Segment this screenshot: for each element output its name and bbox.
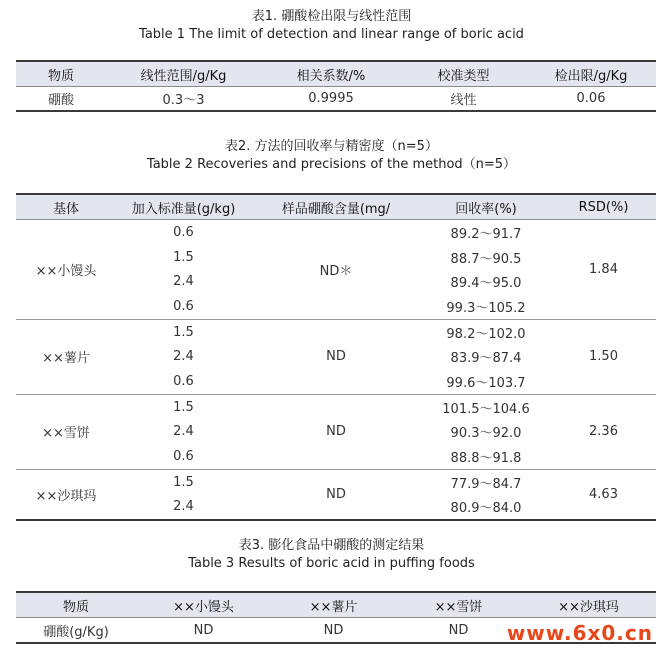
table2-caption-zh: 表2. 方法的回收率与精密度（n=5） (225, 139, 438, 154)
table-cell: 90.3～92.0 (450, 426, 522, 442)
table-row (16, 220, 656, 245)
table-cell: 89.4～95.0 (450, 276, 522, 292)
table1-caption (0, 8, 663, 44)
matrix-cell: ××薯片 (16, 319, 116, 394)
table3-header: ××小馒头 (136, 592, 271, 618)
table2-header: 回收率(%) (421, 194, 551, 220)
table3-caption-en: Table 3 Results of boric acid in puffing foods (188, 556, 475, 571)
table-cell: 0.3～3 (162, 93, 205, 108)
table2-header: 加入标准量(g/kg) (116, 194, 251, 220)
rsd-cell: 4.63 (551, 469, 656, 520)
table-cell: 2.4 (173, 349, 194, 365)
table1-header: 相关系数/% (261, 61, 401, 87)
table-cell: 2.4 (173, 274, 194, 290)
table1-header-row (16, 61, 656, 87)
table3-caption-zh: 表3. 膨化食品中硼酸的测定结果 (238, 538, 425, 553)
table2-header: RSD(%) (551, 194, 656, 220)
table2-caption-en: Table 2 Recoveries and precisions of the method（n=5） (146, 157, 517, 172)
table-cell: 1.5 (173, 324, 194, 340)
table-cell: ND (193, 622, 214, 638)
table-cell: 83.9～87.4 (450, 351, 522, 367)
table-row (16, 469, 656, 494)
content-cell: ND (251, 469, 421, 520)
table1-header: 校准类型 (401, 61, 526, 87)
table-cell: 88.8～91.8 (421, 444, 551, 469)
table-row (16, 87, 656, 112)
table-cell: 硼酸 (47, 93, 74, 108)
table-cell: 1.5 (173, 249, 194, 265)
table1-header: 检出限/g/Kg (526, 61, 656, 87)
table-cell: 99.6～103.7 (421, 369, 551, 394)
table2-header: 基体 (16, 194, 116, 220)
table-cell: 89.2～91.7 (450, 226, 522, 242)
table1 (16, 60, 656, 112)
table-cell: 77.9～84.7 (450, 476, 522, 492)
table2-header-row (16, 194, 656, 220)
table-cell: 0.06 (576, 91, 606, 106)
table-cell: ND (448, 622, 469, 638)
table-cell: 0.6 (116, 294, 251, 319)
rsd-cell: 1.84 (551, 220, 656, 320)
table-cell: 线性 (450, 93, 477, 108)
table1-header: 线性范围/g/Kg (106, 61, 261, 87)
table-cell: 101.5～104.6 (442, 401, 530, 417)
table-cell: 2.4 (116, 495, 251, 521)
matrix-cell: ××小馒头 (16, 220, 116, 320)
matrix-cell: ××沙琪玛 (16, 469, 116, 520)
matrix-cell: ××雪饼 (16, 394, 116, 469)
content-cell: ND (251, 319, 421, 394)
table-cell: 硼酸(g/Kg) (43, 624, 109, 640)
table-cell: 88.7～90.5 (450, 251, 522, 267)
table3-caption (0, 537, 663, 573)
table-row (16, 394, 656, 419)
table2-header: 样品硼酸含量(mg/ (251, 194, 421, 220)
content-cell: ND＊ (251, 220, 421, 320)
table-cell: 0.6 (116, 444, 251, 469)
table-cell: ND (323, 622, 344, 638)
table1-header: 物质 (16, 61, 106, 87)
rsd-cell: 2.36 (551, 394, 656, 469)
table-cell: 2.4 (173, 424, 194, 440)
table3-header: ××薯片 (271, 592, 396, 618)
table-cell: 80.9～84.0 (421, 495, 551, 521)
rsd-cell: 1.50 (551, 319, 656, 394)
table3-header-row (16, 592, 656, 618)
table-cell: 1.5 (173, 399, 194, 415)
table1-caption-en: Table 1 The limit of detection and linear range of boric acid (139, 27, 524, 42)
table-cell: 0.9995 (308, 91, 354, 106)
table1-caption-zh: 表1. 硼酸检出限与线性范围 (251, 9, 412, 24)
table-cell: 0.6 (173, 224, 194, 240)
table-cell: 0.6 (116, 369, 251, 394)
table-cell: 1.5 (173, 474, 194, 490)
table2 (16, 193, 656, 521)
table3-header: 物质 (16, 592, 136, 618)
table-cell: 98.2～102.0 (446, 326, 526, 342)
watermark: www.6x0.cn (506, 621, 653, 645)
table2-caption (0, 138, 663, 174)
table3-header: ××雪饼 (396, 592, 521, 618)
table-row (16, 319, 656, 344)
content-cell: ND (251, 394, 421, 469)
table-cell: 99.3～105.2 (421, 294, 551, 319)
table3-header: ××沙琪玛 (521, 592, 656, 618)
